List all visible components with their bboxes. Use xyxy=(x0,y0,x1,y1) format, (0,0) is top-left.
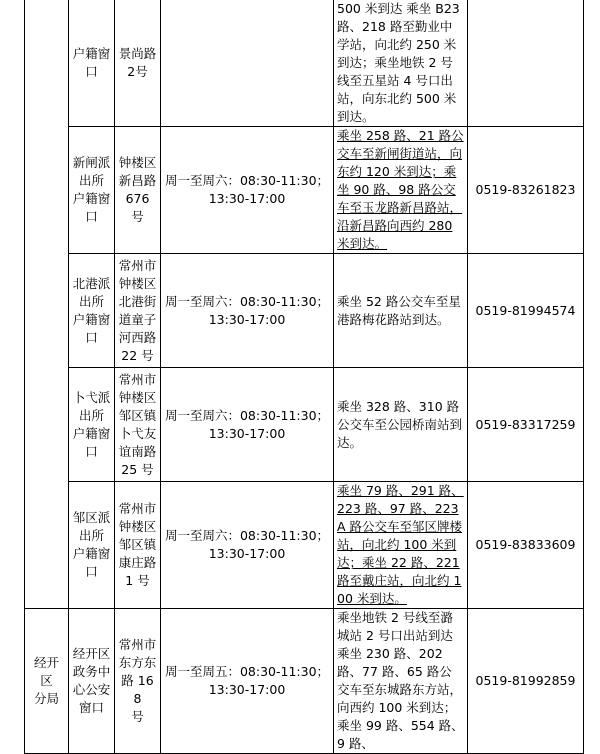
office-name: 经开区 政务中 心公安 窗口 xyxy=(69,609,115,754)
transit-route: 乘坐地铁 2 号线至潞城站 2 号口出站到达 乘坐 230 路、202 路、77 路、65 路公交车至东城路东方站，向西约 100 米到达；乘坐 99 路、554 路、9 路、 xyxy=(334,609,468,754)
office-name: 户籍窗 口 xyxy=(69,0,115,127)
office-name: 新闸派 出所 户籍窗 口 xyxy=(69,127,115,254)
table-row xyxy=(25,127,584,254)
office-hours: 周一至周六：08:30-11:30； 13:30-17:00 xyxy=(161,127,334,254)
office-name: 北港派 出所 户籍窗 口 xyxy=(69,254,115,368)
office-hours xyxy=(161,0,334,127)
office-address: 常州市 钟楼区 邹区镇 卜弋友 谊南路 25 号 xyxy=(115,368,161,482)
office-address: 景尚路 2号 xyxy=(115,0,161,127)
district-cell xyxy=(25,0,69,609)
transit-route: 乘坐 79 路、291 路、223 路、97 路、223A 路公交车至邹区牌楼站，向北约 100 米到达；乘坐 22 路、221 路至戴庄站，向北约 100 米到达。 xyxy=(334,482,468,609)
office-phone: 0519-81992859 xyxy=(468,609,584,754)
office-name: 卜弋派 出所 户籍窗 口 xyxy=(69,368,115,482)
office-address: 常州市 钟楼区 邹区镇 康庄路 1 号 xyxy=(115,482,161,609)
office-name: 邹区派 出所 户籍窗 口 xyxy=(69,482,115,609)
transit-route: 乘坐 258 路、21 路公交车至新闸街道站，向东约 120 米到达；乘坐 90 路、98 路公交车至玉龙路新昌路站，沿新昌路向西约 280 米到达。 xyxy=(334,127,468,254)
office-address: 常州市 东方东 路 168 号 xyxy=(115,609,161,754)
table-row xyxy=(25,482,584,609)
district-cell: 经开区 分局 xyxy=(25,609,69,754)
office-hours: 周一至周六：08:30-11:30； 13:30-17:00 xyxy=(161,368,334,482)
office-phone xyxy=(468,0,584,127)
office-phone: 0519-83261823 xyxy=(468,127,584,254)
transit-route: 500 米到达 乘坐 B23 路、218 路至勤业中学站，向北约 250 米到达；乘坐地铁 2 号线至五星站 4 号口出站，向东北约 500 米到达。 xyxy=(334,0,468,127)
table-row xyxy=(25,0,584,127)
transit-route: 乘坐 328 路、310 路公交车至公园桥南站到达。 xyxy=(334,368,468,482)
office-phone: 0519-81994574 xyxy=(468,254,584,368)
table-row xyxy=(25,368,584,482)
transit-route: 乘坐 52 路公交车至星港路梅花路站到达。 xyxy=(334,254,468,368)
table-row xyxy=(25,609,584,754)
office-phone: 0519-83317259 xyxy=(468,368,584,482)
table-row xyxy=(25,254,584,368)
office-address: 常州市 钟楼区 北港街 道童子 河西路 22 号 xyxy=(115,254,161,368)
office-hours: 周一至周六：08:30-11:30； 13:30-17:00 xyxy=(161,482,334,609)
office-phone: 0519-83833609 xyxy=(468,482,584,609)
office-address: 钟楼区 新昌路 676 号 xyxy=(115,127,161,254)
office-hours: 周一至周六：08:30-11:30； 13:30-17:00 xyxy=(161,254,334,368)
office-hours: 周一至周五：08:30-11:30； 13:30-17:00 xyxy=(161,609,334,754)
office-table xyxy=(24,0,584,754)
